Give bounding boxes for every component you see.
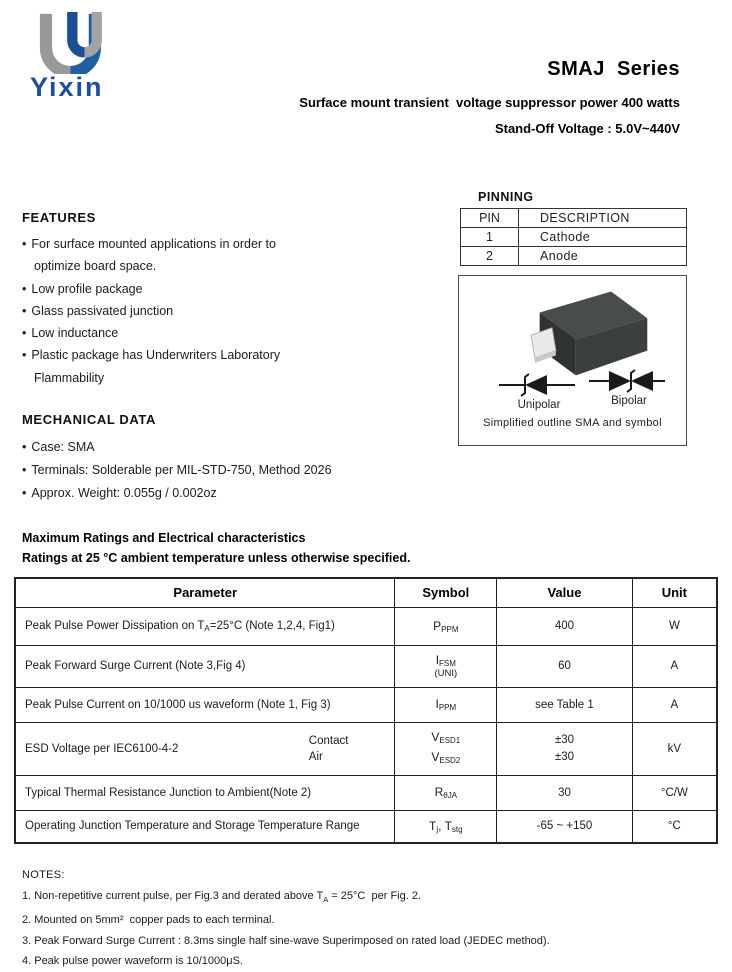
mechanical-text: Case: SMA	[31, 440, 95, 454]
note-sub: A	[323, 895, 329, 905]
feature-item	[22, 367, 280, 389]
bullet-icon: •	[22, 237, 27, 251]
mechanical-heading: MECHANICAL DATA	[22, 412, 156, 427]
feature-text: Low profile package	[31, 281, 143, 296]
value-cell: 60	[497, 645, 633, 687]
bipolar-symbol-icon	[587, 368, 667, 394]
mechanical-item	[22, 436, 332, 459]
sma-package-image	[493, 282, 653, 382]
unit-cell: °C	[632, 810, 717, 843]
mechanical-section	[22, 412, 332, 505]
pinning-table	[460, 208, 687, 266]
unipolar-symbol-icon	[497, 372, 577, 398]
note-item	[22, 886, 550, 910]
symbol-mid: , T	[438, 818, 452, 833]
symbol-base: I	[435, 653, 440, 667]
value-line: ±30	[554, 733, 575, 746]
feature-item	[22, 278, 280, 300]
symbol-cell	[395, 687, 497, 722]
param-cell: Operating Junction Temperature and Storage Temperature Range	[15, 810, 395, 843]
symbol-base: V	[431, 749, 440, 764]
pin-description: Anode	[519, 247, 687, 266]
param-cell: Peak Pulse Current on 10/1000 us waveform (Note 1, Fig 3)	[15, 687, 395, 722]
ratings-heading	[22, 529, 410, 568]
pinning-header-row	[461, 209, 687, 228]
outline-box	[458, 275, 687, 446]
feature-item	[22, 322, 280, 344]
feature-text: Plastic package has Underwriters Laboratory	[31, 348, 281, 363]
symbol-cell	[395, 645, 497, 687]
param-text: Peak Pulse Power Dissipation on T	[25, 619, 205, 632]
table-row	[15, 645, 717, 687]
symbol-base: I	[435, 697, 439, 711]
bullet-icon: •	[22, 463, 27, 477]
series-title: SMAJ Series	[547, 58, 680, 80]
pinning-row	[461, 228, 687, 247]
condition-contact: Contact	[308, 734, 349, 747]
header-parameter: Parameter	[15, 578, 395, 607]
note-text: 1. Non-repetitive current pulse, per Fig.3 and derated above T	[22, 890, 324, 902]
symbol-cell	[395, 722, 497, 775]
table-row	[15, 810, 717, 843]
param-text: ESD Voltage per IEC6100-4-2	[25, 742, 179, 755]
feature-item	[22, 255, 280, 277]
logo-text: Yixin	[30, 72, 104, 102]
symbol-cell	[395, 775, 497, 810]
mechanical-item	[22, 459, 332, 482]
symbol-sub: PPM	[438, 703, 457, 712]
pin-number: 2	[461, 247, 519, 266]
feature-item	[22, 233, 280, 255]
condition-air: Air	[308, 750, 323, 763]
unit-cell: A	[632, 645, 717, 687]
bipolar-label: Bipolar	[611, 395, 647, 407]
param-sub: A	[204, 623, 210, 633]
features-section	[22, 210, 280, 389]
value-cell	[497, 722, 633, 775]
outline-caption: Simplified outline SMA and symbol	[483, 417, 662, 429]
symbol-cell	[395, 607, 497, 645]
ratings-heading-line1: Maximum Ratings and Electrical characteristics	[22, 531, 306, 545]
notes-section	[22, 864, 550, 971]
mechanical-text: Terminals: Solderable per MIL-STD-750, Method 2026	[31, 463, 332, 477]
symbol-sub: θJA	[443, 791, 458, 800]
feature-item	[22, 300, 280, 322]
feature-text: For surface mounted applications in order to	[31, 237, 276, 251]
mechanical-text: Approx. Weight: 0.055g / 0.002oz	[31, 486, 217, 500]
header-value: Value	[497, 578, 633, 607]
value-cell: see Table 1	[497, 687, 633, 722]
note-item: 2. Mounted on 5mm² copper pads to each terminal.	[22, 914, 275, 927]
doc-subtitle: Surface mount transient voltage suppressor power 400 watts	[299, 95, 680, 110]
unit-cell: W	[632, 607, 717, 645]
symbol-sub: FSM	[439, 659, 456, 668]
mechanical-item	[22, 482, 332, 505]
feature-text: Glass passivated junction	[31, 303, 174, 318]
note-item: 3. Peak Forward Surge Current : 8.3ms single half sine-wave Superimposed on rated load (JEDEC method).	[22, 934, 550, 947]
header-unit: Unit	[632, 578, 717, 607]
condition-block	[309, 733, 349, 765]
symbol-sub: stg	[451, 824, 463, 834]
value-cell: 30	[497, 775, 633, 810]
note-item: 4. Peak pulse power waveform is 10/1000μS.	[22, 955, 243, 968]
symbol-base: T	[429, 818, 437, 833]
value-line: ±30	[554, 750, 575, 763]
feature-text: optimize board space.	[34, 259, 157, 274]
value-cell: -65 ~ +150	[497, 810, 633, 843]
table-row	[15, 722, 717, 775]
bullet-icon: •	[22, 326, 27, 341]
param-cell	[15, 722, 395, 775]
table-row	[15, 687, 717, 722]
value-cell: 400	[497, 607, 633, 645]
unit-cell: A	[632, 687, 717, 722]
standoff-voltage: Stand-Off Voltage : 5.0V~440V	[494, 121, 680, 136]
unit-cell: °C/W	[632, 775, 717, 810]
symbol-base: R	[434, 785, 444, 799]
feature-text: Low inductance	[31, 326, 119, 341]
param-cell: Typical Thermal Resistance Junction to Ambient(Note 2)	[15, 775, 395, 810]
param-cell: Peak Forward Surge Current (Note 3,Fig 4)	[15, 645, 395, 687]
bullet-icon: •	[22, 303, 27, 318]
features-heading: FEATURES	[22, 210, 96, 225]
table-row	[15, 607, 717, 645]
table-row	[15, 775, 717, 810]
bullet-icon: •	[22, 281, 27, 296]
unipolar-label: Unipolar	[517, 399, 561, 411]
ratings-header-row	[15, 578, 717, 607]
header-symbol: Symbol	[395, 578, 497, 607]
symbol-sub: ESD2	[439, 755, 461, 765]
bullet-icon: •	[22, 348, 27, 363]
ratings-table	[14, 577, 718, 844]
note-text: = 25°C per Fig. 2.	[328, 890, 422, 902]
pinning-header-description: DESCRIPTION	[519, 209, 687, 228]
company-logo-u-icon	[32, 12, 122, 74]
bullet-icon: •	[22, 440, 27, 454]
param-cell	[15, 607, 395, 645]
param-text: =25°C (Note 1,2,4, Fig1)	[209, 619, 335, 632]
symbol-base: V	[431, 729, 440, 744]
symbol-base: P	[433, 618, 442, 633]
pin-number: 1	[461, 228, 519, 247]
symbol-cell	[395, 810, 497, 843]
bullet-icon: •	[22, 486, 27, 500]
symbol-sub: PPM	[441, 624, 459, 634]
pinning-heading: PINNING	[478, 190, 534, 204]
pinning-header-pin: PIN	[461, 209, 519, 228]
unit-cell: kV	[632, 722, 717, 775]
feature-text: Flammability	[34, 370, 105, 385]
symbol-sub: ESD1	[439, 735, 461, 745]
ratings-heading-line2: Ratings at 25 °C ambient temperature unless otherwise specified.	[22, 550, 411, 565]
symbol-line2: (UNI)	[434, 668, 458, 679]
pin-description: Cathode	[519, 228, 687, 247]
symbol-sub: j	[436, 824, 439, 834]
feature-item	[22, 344, 280, 366]
pinning-row	[461, 247, 687, 266]
notes-heading: NOTES:	[22, 869, 65, 881]
